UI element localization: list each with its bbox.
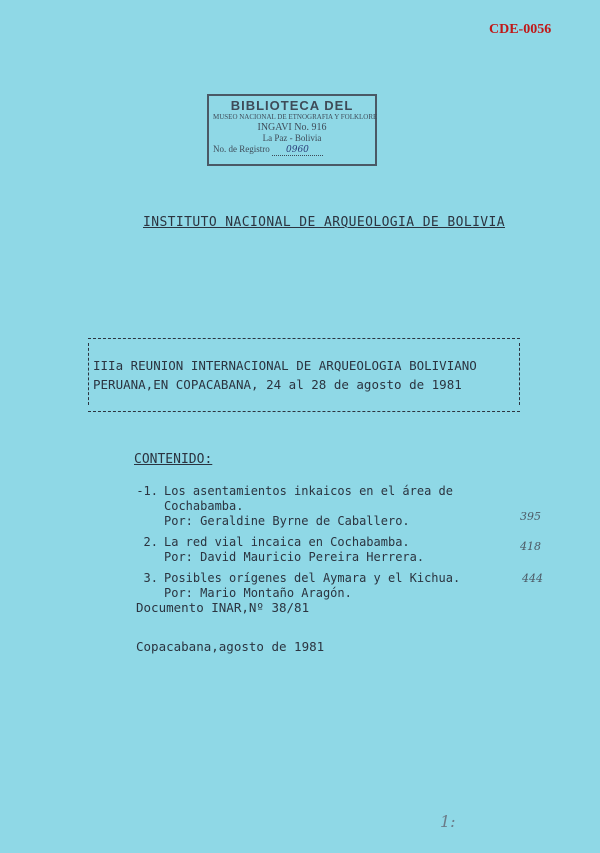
meeting-title xyxy=(93,356,513,394)
corner-mark: 1: xyxy=(440,812,456,831)
document-number: Documento INAR,Nº 38/81 xyxy=(136,600,310,615)
item-number: -1. xyxy=(136,484,158,498)
place-date: Copacabana,agosto de 1981 xyxy=(136,639,325,654)
library-stamp xyxy=(207,94,377,166)
page-number-2: 418 xyxy=(520,540,541,553)
stamp-registro-value: 0960 xyxy=(272,145,323,156)
item-title: Posibles orígenes del Aymara y el Kichua. xyxy=(164,571,461,585)
stamp-address: INGAVI No. 916 xyxy=(257,122,327,133)
stamp-registro-label: No. de Registro xyxy=(213,144,270,154)
contents-item xyxy=(120,571,490,601)
stamp-museum: MUSEO NACIONAL DE ETNOGRAFIA Y FOLKLORE xyxy=(213,113,378,121)
item-author: Por: Geraldine Byrne de Caballero. xyxy=(164,514,410,528)
document-code: CDE-0056 xyxy=(489,22,552,37)
item-title: La red vial incaica en Cochabamba. xyxy=(164,535,410,549)
item-author: Por: Mario Montaño Aragón. xyxy=(164,586,352,600)
contents-item xyxy=(120,484,490,529)
contents-list xyxy=(120,484,490,607)
page-number-1: 395 xyxy=(520,510,541,523)
stamp-city: La Paz - Bolivia xyxy=(262,133,322,143)
stamp-registro xyxy=(213,143,371,156)
meeting-line-1: IIIa REUNION INTERNACIONAL DE ARQUEOLOGIA BOLIVIANO xyxy=(93,358,477,373)
item-number: 3. xyxy=(143,571,158,585)
institution-title: INSTITUTO NACIONAL DE ARQUEOLOGIA DE BOLIVIA xyxy=(143,215,505,230)
meeting-line-2: PERUANA,EN COPACABANA, 24 al 28 de agosto de 1981 xyxy=(93,377,462,392)
contents-heading: CONTENIDO: xyxy=(134,452,213,467)
contents-item xyxy=(120,535,490,565)
item-author: Por: David Mauricio Pereira Herrera. xyxy=(164,550,425,564)
item-title: Los asentamientos inkaicos en el área de Cochabamba. xyxy=(164,484,453,513)
item-number: 2. xyxy=(143,535,158,549)
stamp-title: BIBLIOTECA DEL xyxy=(230,98,354,113)
page-number-3: 444 xyxy=(522,572,543,585)
